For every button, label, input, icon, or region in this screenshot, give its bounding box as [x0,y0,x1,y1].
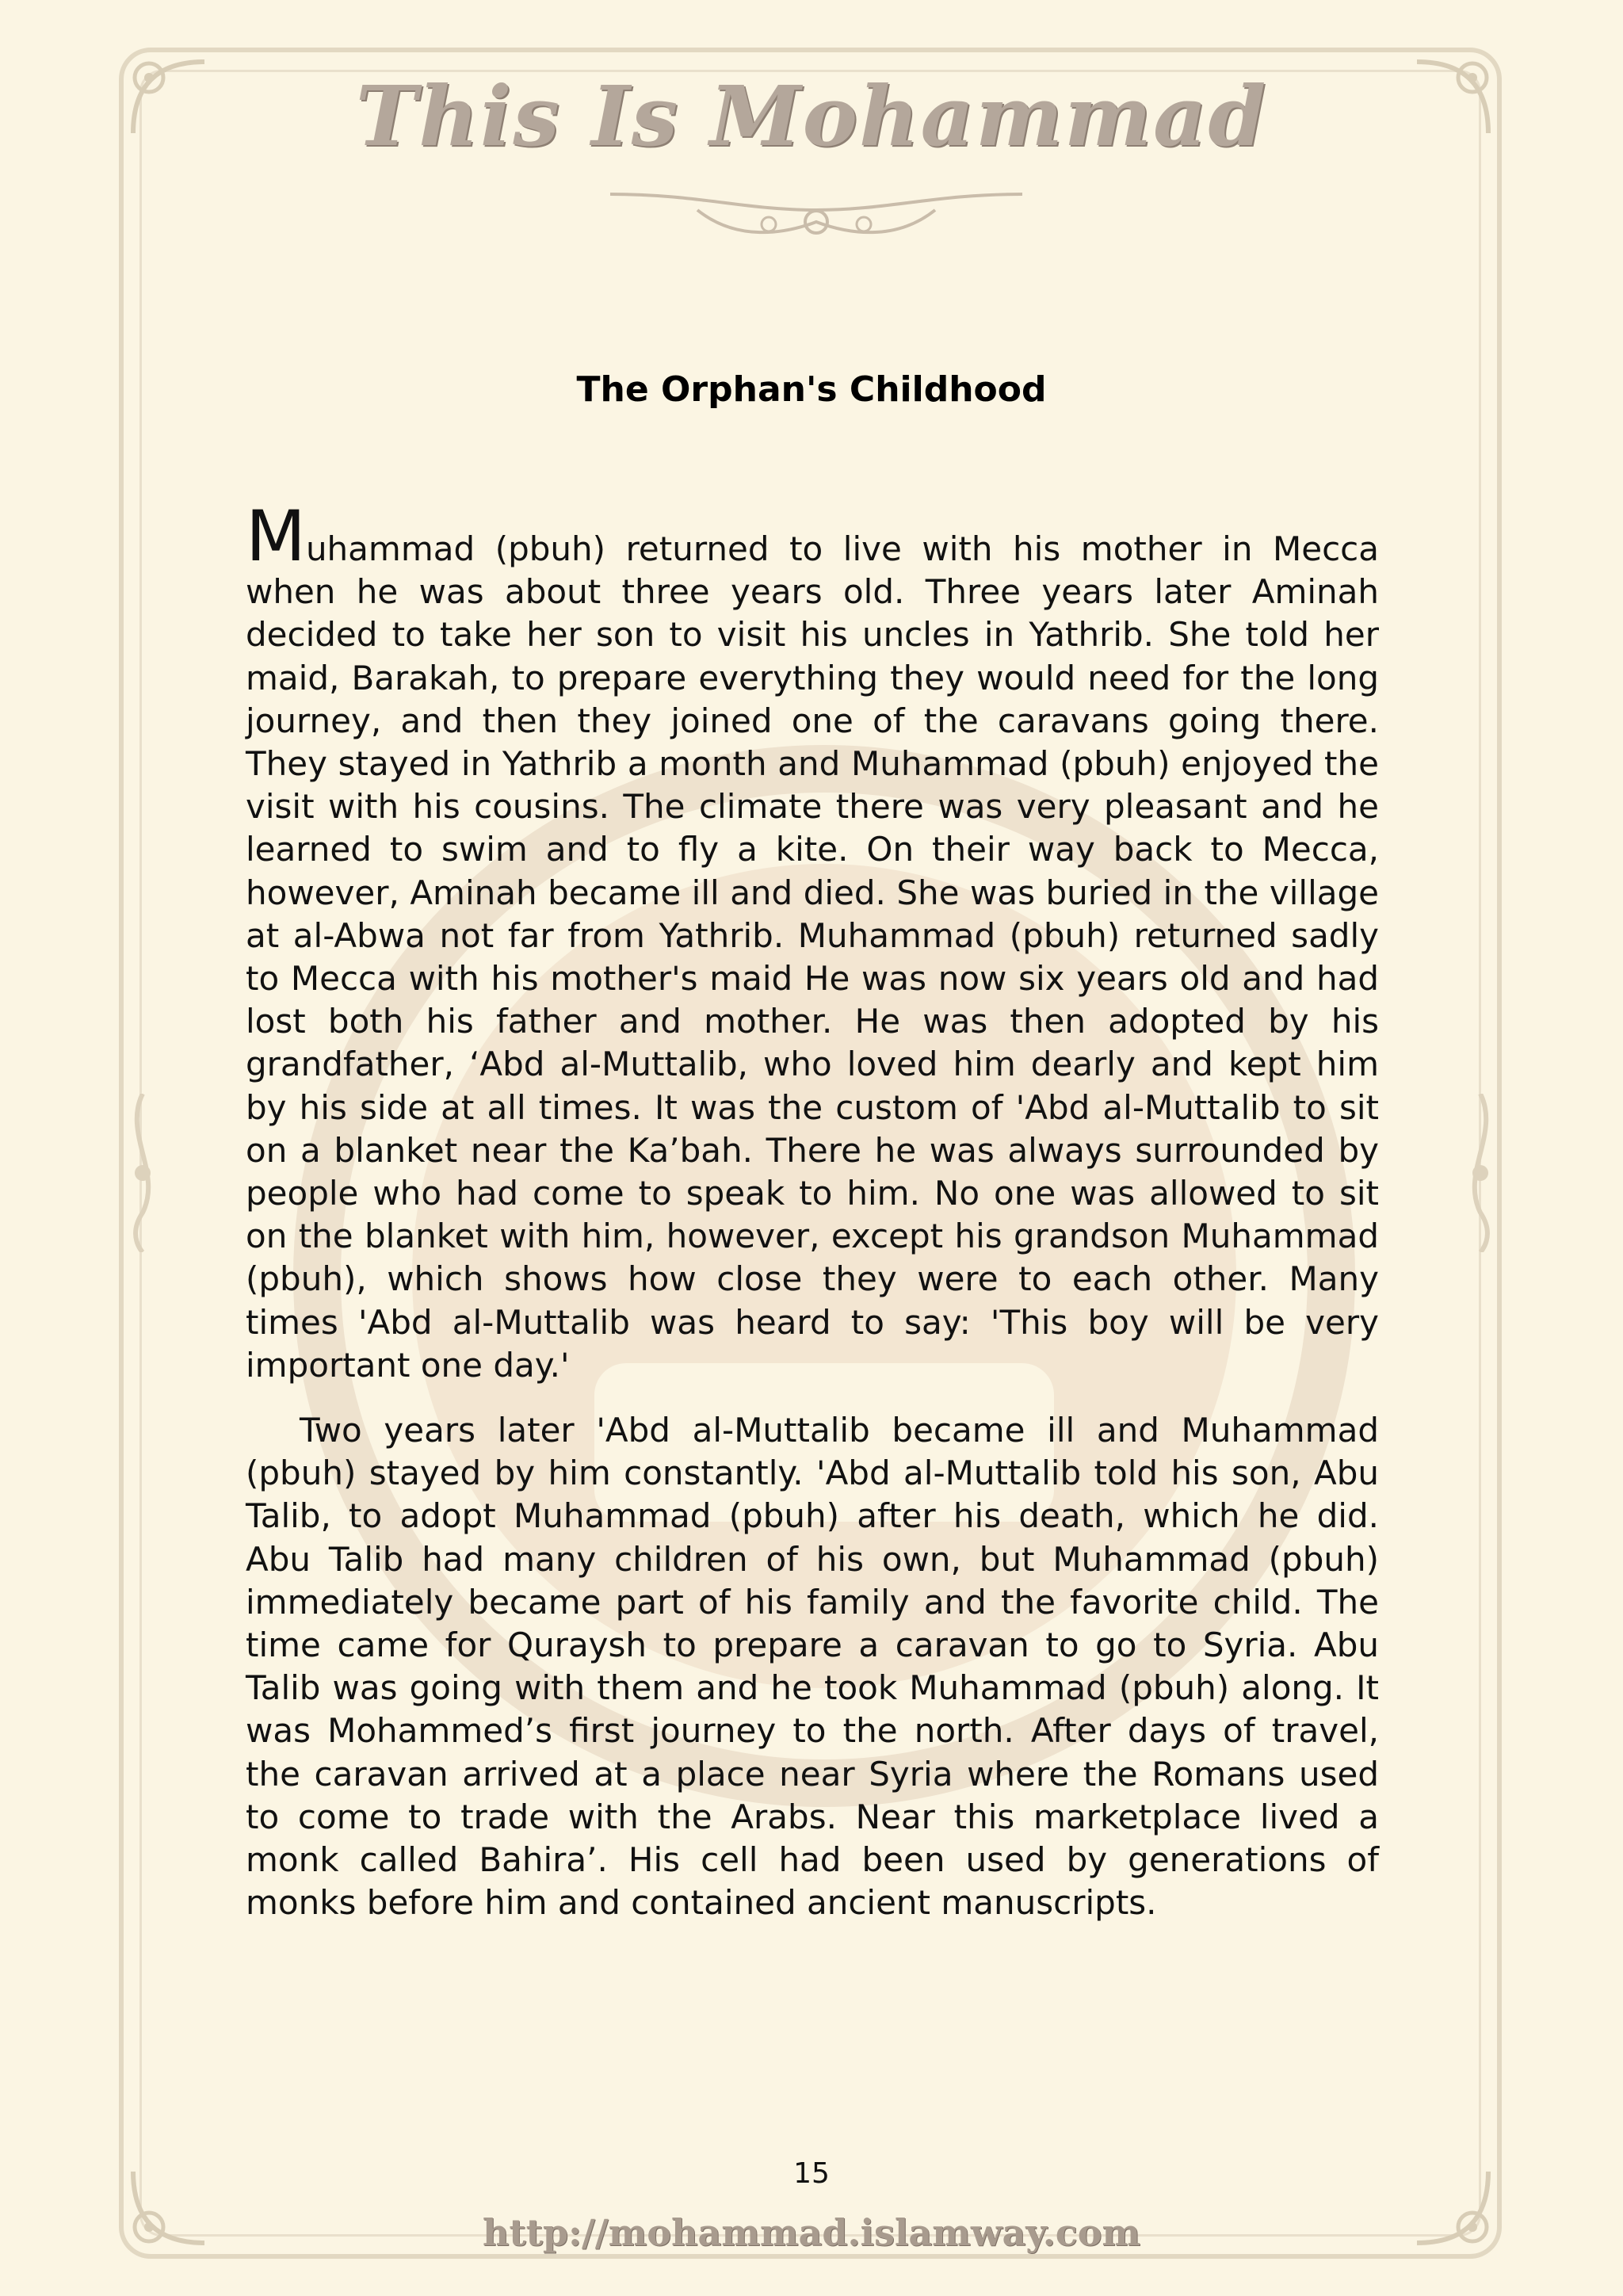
paragraph-1 [246,495,1379,1387]
body-text [246,495,1379,1925]
book-title: This Is Mohammad [355,67,1268,165]
drop-cap: M [246,495,306,577]
paragraph-2: Two years later 'Abd al-Muttalib became ill and Muhammad (pbuh) stayed by him constantly. 'Abd al-Muttalib told his son, Abu Talib, to adopt Muhammad (pbuh) after his death, which he did. Abu Talib had many children of his own, but Muhammad (pbuh) immediately became part of his family and the favorite child. The time came for Quraysh to prepare a caravan to go to Syria. Abu Talib was going with them and he took Muhammad (pbuh) along. It was Mohammed’s first journey to the north. After days of travel, the caravan arrived at a place near Syria where the Romans used to come to trade with the Arabs. Near this marketplace lived a monk called Bahira’. His cell had been used by generations of monks before him and contained ancient manuscripts. [246,1411,1379,1923]
flourish-icon [602,178,1030,250]
side-ornament-icon [1457,1094,1504,1252]
page-number: 15 [793,2157,830,2190]
chapter-title: The Orphan's Childhood [576,369,1047,410]
paragraph-1-text: uhammad (pbuh) returned to live with his mother in Mecca when he was about three years old. Three years later Aminah decided to take her son to visit his uncles in Yathrib. She told her maid, Barakah, to prepare everything they would need for the long journey, and then they joined one of the caravans going there. They stayed in Yathrib a month and Muhammad (pbuh) enjoyed the visit with his cousins. The climate there was very pleasant and he learned to swim and to fly a kite. On their way back to Mecca, however, Aminah became ill and died. She was buried in the village at al-Abwa not far from Yathrib. Muhammad (pbuh) returned sadly to Mecca with his mother's maid He was now six years old and had lost both his father and mother. He was then adopted by his grandfather, ‘Abd al-Muttalib, who loved him dearly and kept him by his side at all times. It was the custom of 'Abd al-Muttalib to sit on a blanket near the Ka’bah. There he was always surrounded by people who had come to speak to him. No one was allowed to sit on the blanket with him, however, except his grandson Muhammad (pbuh), which shows how close they were to each other. Many times 'Abd al-Muttalib was heard to say: 'This boy will be very important one day.' [246,529,1379,1385]
website-url: http://mohammad.islamway.com [482,2211,1141,2254]
side-ornament-icon [119,1094,166,1252]
